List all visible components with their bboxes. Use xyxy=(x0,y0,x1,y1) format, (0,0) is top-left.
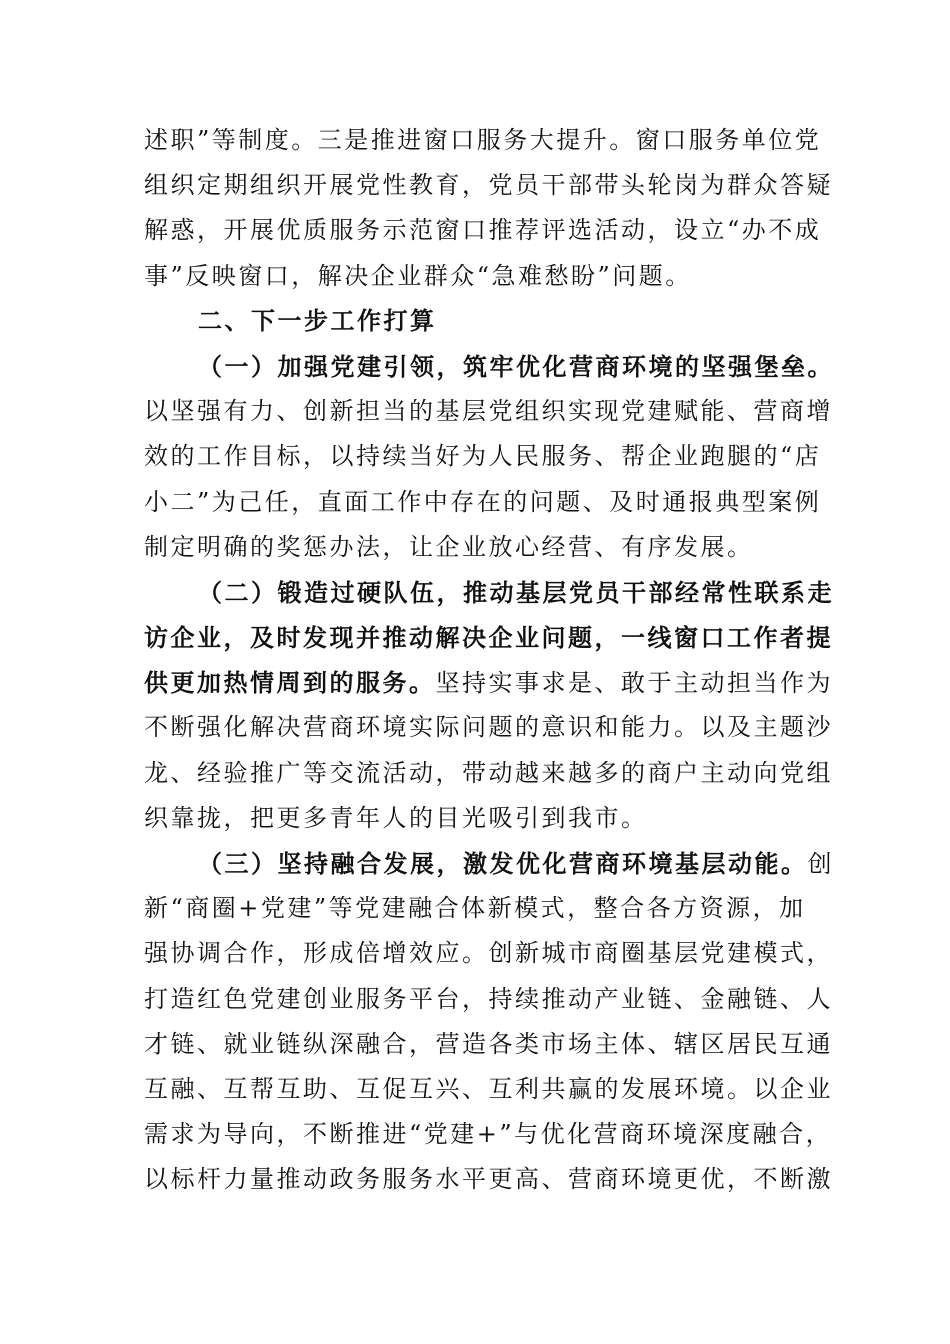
subsection-heading-2: （二）锻造过硬队伍，推动基层党员干部经常性联系走 xyxy=(198,577,834,607)
paragraph-line-mixed xyxy=(144,660,833,705)
subsection-heading-1: （一）加强党建引领，筑牢优化营商环境的坚强堡垒。 xyxy=(198,351,834,381)
paragraph-line: 才链、就业链纵深融合，营造各类市场主体、辖区居民互通 xyxy=(144,1029,833,1058)
paragraph-line: 不断强化解决营商环境实际问题的意识和能力。以及主题沙 xyxy=(144,713,833,742)
paragraph-line: 以坚强有力、创新担当的基层党组织实现党建赋能、营商增 xyxy=(144,397,833,426)
subsection-heading-3: （三）坚持融合发展，激发优化营商环境基层动能。 xyxy=(198,849,808,878)
paragraph-line: 以标杆力量推动政务服务水平更高、营商环境更优，不断激 xyxy=(144,1165,833,1194)
paragraph-line: 织靠拢，把更多青年人的目光吸引到我市。 xyxy=(144,803,648,832)
paragraph-line: 强协调合作，形成倍增效应。创新城市商圈基层党建模式， xyxy=(144,939,833,968)
document-body xyxy=(144,118,834,1203)
subsection-heading-2-end: 供更加热情周到的服务。 xyxy=(144,668,436,698)
paragraph-line: 解惑，开展优质服务示范窗口推荐评选活动，设立“办不成 xyxy=(144,216,822,245)
paragraph-line: 打造红色党建创业服务平台，持续推动产业链、金融链、人 xyxy=(144,984,833,1013)
paragraph-line: 效的工作目标，以持续当好为人民服务、帮企业跑腿的“店 xyxy=(144,442,822,471)
paragraph-line: 组织定期组织开展党性教育，党员干部带头轮岗为群众答疑 xyxy=(144,171,833,200)
paragraph-line: 需求为导向，不断推进“党建+”与优化营商环境深度融合， xyxy=(144,1120,833,1149)
paragraph-text: 坚持实事求是、敢于主动担当作为 xyxy=(435,669,833,698)
paragraph-line: 互融、互帮互助、互促互兴、互利共赢的发展环境。以企业 xyxy=(144,1074,833,1103)
paragraph-line: 龙、经验推广等交流活动，带动越来越多的商户主动向党组 xyxy=(144,758,833,787)
paragraph-line: 新“商圈+党建”等党建融合体新模式，整合各方资源，加 xyxy=(144,894,806,923)
paragraph-line: 小二”为己任，直面工作中存在的问题、及时通报典型案例 xyxy=(144,487,822,516)
paragraph-text: 创 xyxy=(807,850,834,878)
paragraph-line: 述职”等制度。三是推进窗口服务大提升。窗口服务单位党 xyxy=(144,126,822,154)
subsection-heading-2-cont: 访企业，及时发现并推动解决企业问题，一线窗口工作者提 xyxy=(144,623,833,653)
paragraph-line: 制定明确的奖惩办法，让企业放心经营、有序发展。 xyxy=(144,532,754,561)
paragraph-line-mixed xyxy=(144,841,834,886)
paragraph-line: 事”反映窗口，解决企业群众“急难愁盼”问题。 xyxy=(144,261,692,290)
section-heading: 二、下一步工作打算 xyxy=(198,306,437,335)
